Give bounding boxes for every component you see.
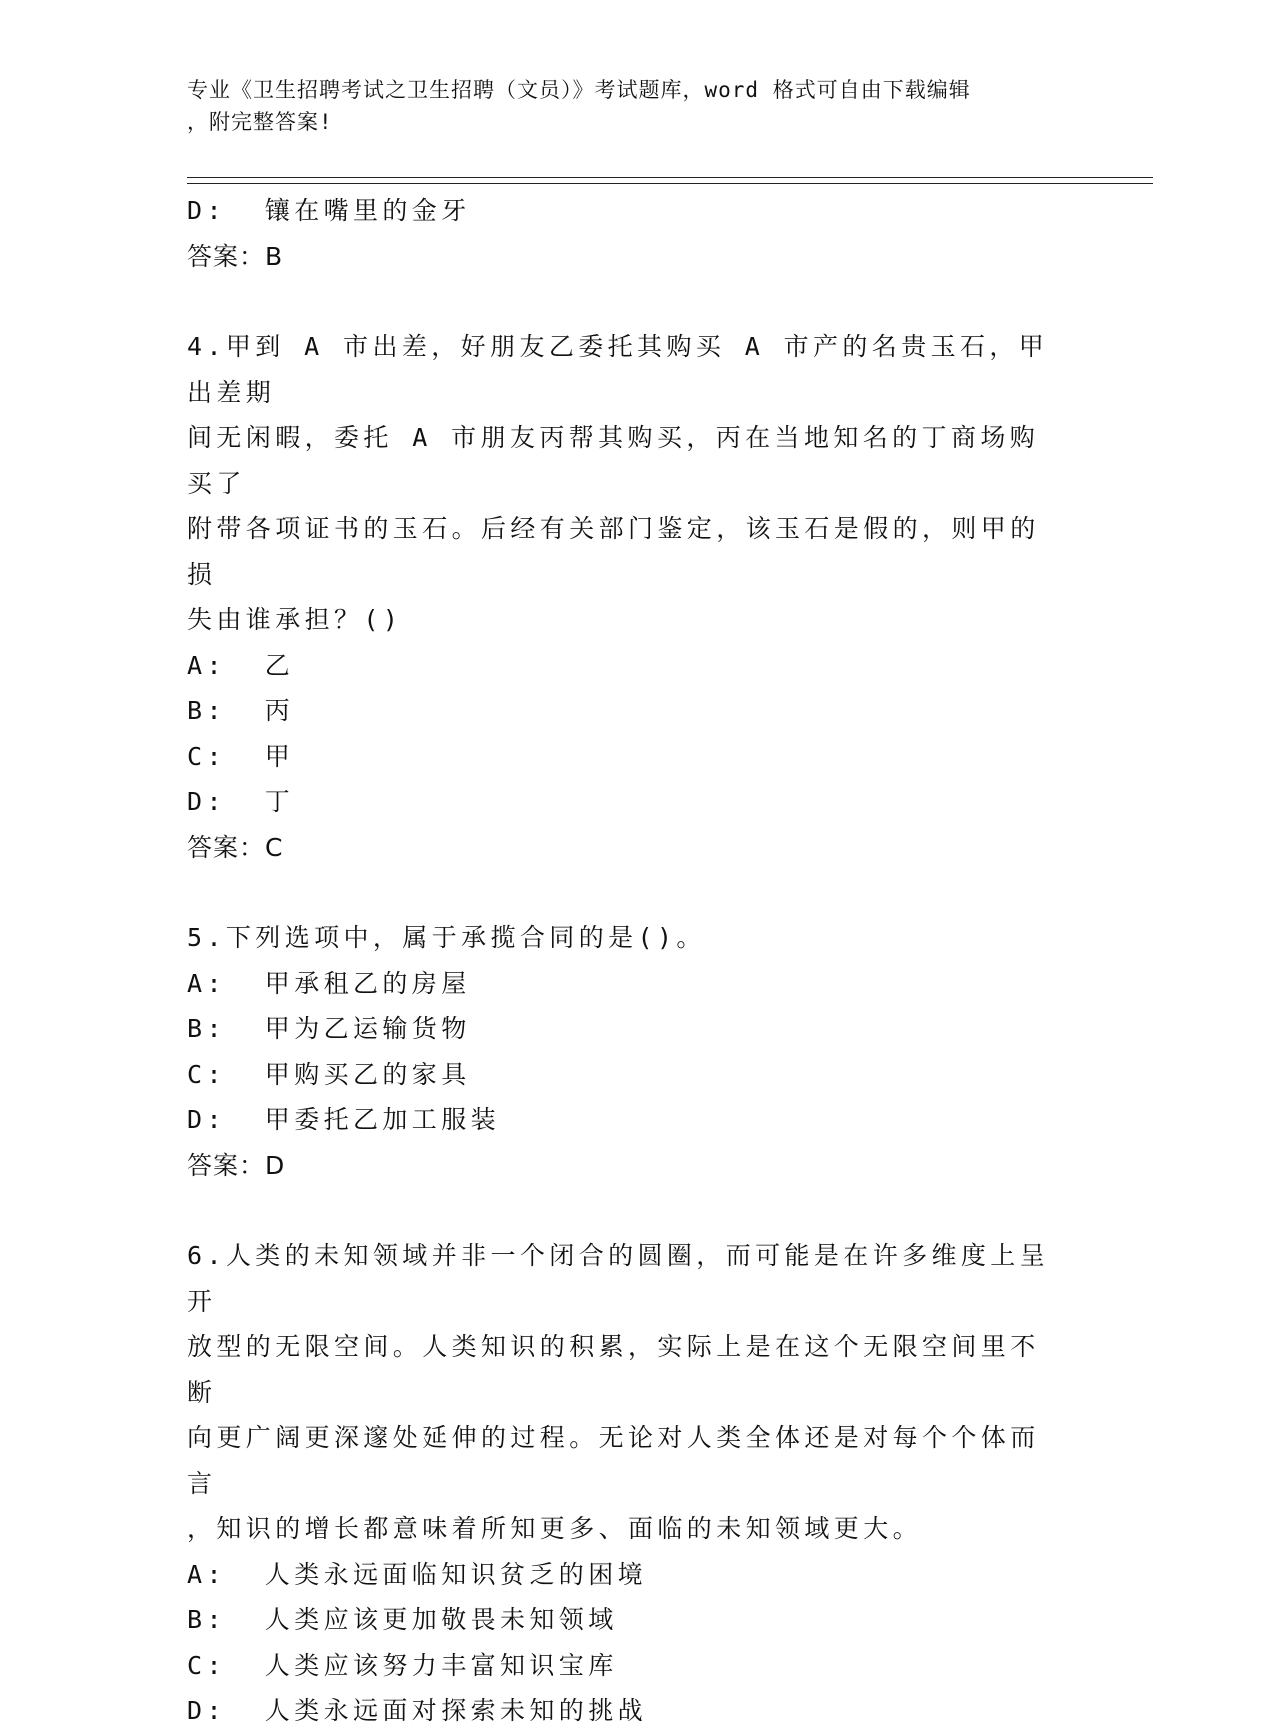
question-4 (187, 324, 1067, 870)
question-4-stem-line: 间无闲暇，委托 A 市朋友丙帮其购买，丙在当地知名的丁商场购买了 (187, 423, 1040, 498)
question-6 (187, 1233, 1067, 1734)
header-divider-top (187, 177, 1153, 178)
question-4-option-b: B: 丙 (187, 696, 295, 725)
question-6-stem-line: 向更广阔更深邃处延伸的过程。无论对人类全体还是对每个个体而言 (187, 1423, 1040, 1498)
question-6-stem (187, 1233, 1067, 1552)
question-3-option-d: D: 镶在嘴里的金牙 (187, 196, 471, 225)
question-4-option-d: D: 丁 (187, 787, 295, 816)
question-5-stem-line: 5.下列选项中，属于承揽合同的是()。 (187, 923, 706, 952)
question-6-option-c: C: 人类应该努力丰富知识宝库 (187, 1650, 618, 1680)
question-6-option-b: B: 人类应该更加敬畏未知领域 (187, 1605, 618, 1634)
question-3-answer: 答案：B (187, 241, 284, 271)
question-5-option-c: C: 甲购买乙的家具 (187, 1059, 471, 1089)
header-line-1: 专业《卫生招聘考试之卫生招聘（文员）》考试题库，word 格式可自由下载编辑 (187, 78, 971, 102)
question-4-stem-line: 失由谁承担？() (187, 605, 403, 634)
question-5-option-a: A: 甲承租乙的房屋 (187, 968, 471, 998)
question-5-answer: 答案：D (187, 1150, 286, 1180)
question-4-stem-line: 4.甲到 A 市出差，好朋友乙委托其购买 A 市产的名贵玉石，甲出差期 (187, 332, 1049, 407)
question-6-stem-line: 放型的无限空间。人类知识的积累，实际上是在这个无限空间里不断 (187, 1332, 1040, 1407)
question-5 (187, 915, 1067, 1188)
question-4-option-c: C: 甲 (187, 741, 295, 771)
question-3 (187, 188, 1067, 279)
question-4-stem-line: 附带各项证书的玉石。后经有关部门鉴定，该玉石是假的，则甲的损 (187, 514, 1040, 589)
question-6-option-a: A: 人类永远面临知识贫乏的困境 (187, 1559, 648, 1589)
question-5-option-d: D: 甲委托乙加工服装 (187, 1105, 501, 1134)
question-6-stem-line: ，知识的增长都意味着所知更多、面临的未知领域更大。 (187, 1514, 923, 1543)
question-4-stem (187, 324, 1067, 643)
header-line-2: ，附完整答案! (187, 110, 333, 134)
question-content (187, 188, 1067, 1734)
page-header (187, 74, 1067, 138)
question-4-answer: 答案：C (187, 832, 284, 862)
question-6-option-d: D: 人类永远面对探索未知的挑战 (187, 1696, 648, 1725)
question-5-option-b: B: 甲为乙运输货物 (187, 1014, 471, 1043)
question-6-stem-line: 6.人类的未知领域并非一个闭合的圆圈，而可能是在许多维度上呈开 (187, 1241, 1050, 1316)
question-5-stem (187, 915, 1067, 961)
question-4-option-a: A: 乙 (187, 650, 295, 680)
header-divider-bottom (187, 183, 1153, 184)
